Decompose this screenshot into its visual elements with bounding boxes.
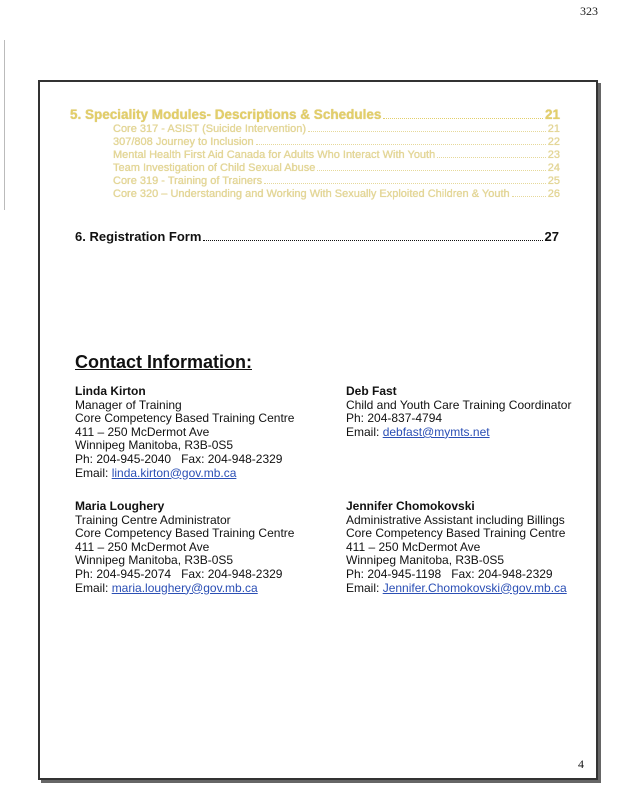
toc-entry-page: 27	[544, 229, 559, 244]
contact-line: Core Competency Based Training Centre	[75, 526, 295, 541]
contact-name: Linda Kirton	[75, 384, 146, 398]
toc-leader-dots	[512, 187, 546, 197]
contact-line: 411 – 250 McDermot Ave	[346, 539, 481, 554]
toc-subentry-label: 307/808 Journey to Inclusion	[113, 135, 254, 148]
toc-subentry[interactable]	[113, 174, 560, 187]
toc-subentry-label: Core 317 - ASIST (Suicide Intervention)	[113, 122, 307, 135]
toc-leader-dots	[203, 230, 542, 241]
contact-name: Deb Fast	[346, 384, 397, 398]
toc-subentry-page: 23	[547, 148, 560, 161]
email-link[interactable]: debfast@mymts.net	[382, 424, 490, 439]
email-label: Email:	[346, 580, 380, 595]
toc-subentry-page: 22	[547, 135, 560, 148]
contact-card	[346, 500, 567, 595]
toc-entry-label: 6. Registration Form	[75, 229, 202, 244]
contact-card	[75, 500, 294, 595]
email-label: Email:	[75, 580, 109, 595]
toc-leader-dots	[317, 161, 545, 171]
contact-line: 411 – 250 McDermot Ave	[75, 539, 210, 554]
toc-subentry[interactable]	[113, 161, 560, 174]
contact-email-row	[346, 582, 567, 596]
contact-line: Manager of Training	[75, 397, 182, 412]
toc-subentry[interactable]	[113, 187, 560, 200]
toc-subentry-page: 26	[547, 187, 560, 200]
contact-line: Winnipeg Manitoba, R3B-0S5	[75, 438, 234, 453]
toc-entry-label: 5. Speciality Modules- Descriptions & Schedules	[70, 107, 382, 122]
contact-line: Core Competency Based Training Centre	[346, 526, 566, 541]
toc-subentry-label: Core 319 - Training of Trainers	[113, 174, 263, 187]
contact-name: Maria Loughery	[75, 499, 165, 513]
contact-line: Child and Youth Care Training Coordinator	[346, 397, 572, 412]
toc-leader-dots	[264, 174, 546, 184]
email-label: Email:	[346, 424, 380, 439]
contact-heading: Contact Information:	[75, 352, 252, 372]
toc-subentry[interactable]	[113, 135, 560, 148]
email-link[interactable]: linda.kirton@gov.mb.ca	[111, 465, 237, 480]
contact-line: Ph: 204-945-2074 Fax: 204-948-2329	[75, 566, 283, 581]
contact-line: Ph: 204-945-1198 Fax: 204-948-2329	[346, 566, 553, 581]
contact-email-row	[75, 467, 294, 481]
contact-line: Training Centre Administrator	[75, 512, 231, 527]
toc-subentry-page: 21	[547, 122, 560, 135]
toc-entry-section-5[interactable]	[70, 107, 560, 122]
inner-page-number: 4	[578, 757, 584, 771]
toc-subentry[interactable]	[113, 148, 560, 161]
outer-page-number: 323	[580, 4, 598, 18]
page-frame	[38, 80, 598, 780]
scan-margin-line	[4, 40, 5, 210]
contact-line: 411 – 250 McDermot Ave	[75, 424, 210, 439]
contact-card	[75, 385, 294, 480]
email-link[interactable]: Jennifer.Chomokovski@gov.mb.ca	[382, 580, 567, 595]
toc-entry-page: 21	[544, 107, 560, 122]
contact-name: Jennifer Chomokovski	[346, 499, 475, 513]
email-label: Email:	[75, 465, 109, 480]
toc-subentry-label: Team Investigation of Child Sexual Abuse	[113, 161, 316, 174]
toc-leader-dots	[437, 148, 546, 158]
contact-line: Winnipeg Manitoba, R3B-0S5	[346, 553, 505, 568]
toc-leader-dots	[383, 107, 543, 119]
toc-subentry[interactable]	[113, 122, 560, 135]
toc-subentry-label: Mental Health First Aid Canada for Adults Who Interact With Youth	[113, 148, 436, 161]
toc-subentry-page: 24	[547, 161, 560, 174]
toc-subentry-label: Core 320 – Understanding and Working With Sexually Exploited Children & Youth	[113, 187, 510, 200]
contact-line: Administrative Assistant including Billings	[346, 512, 565, 527]
contact-line: Ph: 204-945-2040 Fax: 204-948-2329	[75, 451, 283, 466]
toc-entry-section-6[interactable]	[75, 229, 559, 244]
toc-subentry-page: 25	[547, 174, 560, 187]
email-link[interactable]: maria.loughery@gov.mb.ca	[111, 580, 258, 595]
contact-email-row	[346, 426, 571, 440]
contact-email-row	[75, 582, 294, 596]
contact-line: Winnipeg Manitoba, R3B-0S5	[75, 553, 234, 568]
toc-leader-dots	[256, 135, 546, 145]
table-of-contents	[70, 107, 560, 200]
contact-line: Ph: 204-837-4794	[346, 411, 443, 426]
toc-leader-dots	[308, 122, 546, 132]
contact-card	[346, 385, 571, 439]
contact-line: Core Competency Based Training Centre	[75, 411, 295, 426]
